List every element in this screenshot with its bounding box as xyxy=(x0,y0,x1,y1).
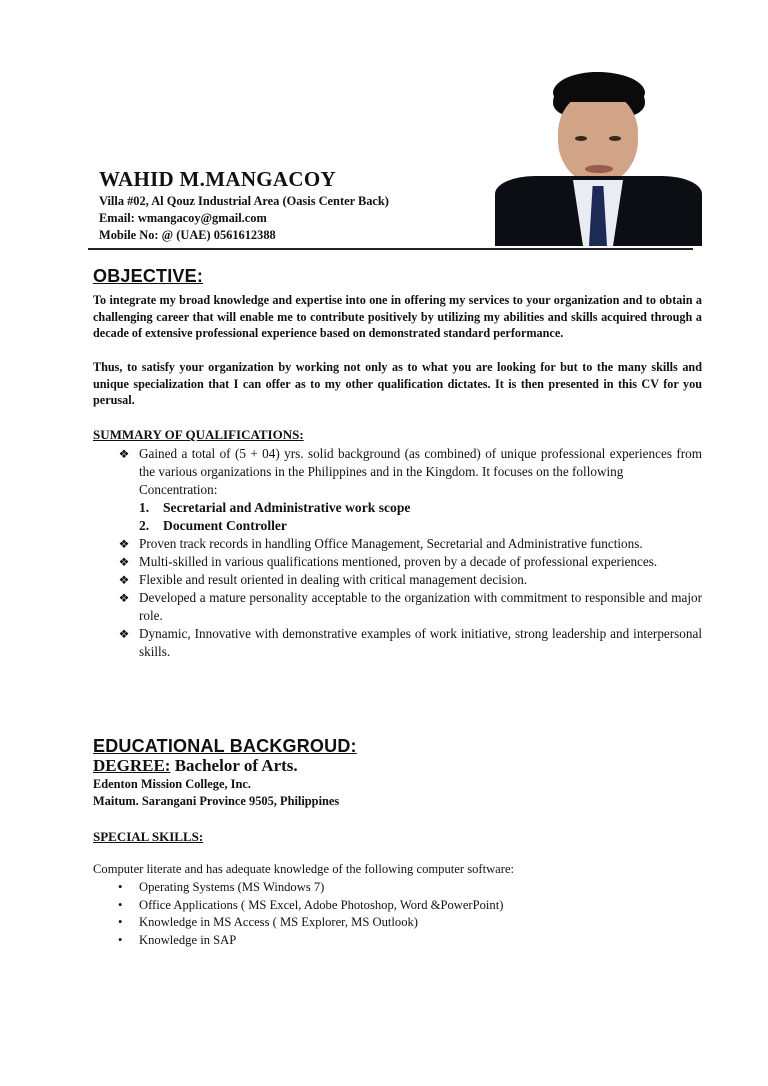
skill-item: • Office Applications ( MS Excel, Adobe Photoshop, Word &PowerPoint) xyxy=(116,897,503,915)
qualification-item: ❖ Gained a total of (5 + 04) yrs. solid background (as combined) of unique professional experiences from the various organizations in the Philippines and in the Kingdom. It focuses on the following xyxy=(116,445,702,481)
qualification-item: ❖ Proven track records in handling Office Management, Secretarial and Administrative functions. xyxy=(116,535,702,553)
objective-paragraph-1: To integrate my broad knowledge and expertise into one in offering my services to your organization and to obtain a challenging career that will enable me to contribute positively by utilizing my abilities and skills acquired through a decade of extensive professional experience based on demonstrated standard performance. xyxy=(93,293,702,341)
diamond-bullet-icon: ❖ xyxy=(118,573,130,587)
degree-label: DEGREE: xyxy=(93,756,171,775)
diamond-bullet-icon: ❖ xyxy=(118,591,130,605)
diamond-bullet-icon: ❖ xyxy=(118,627,130,641)
qualification-item: ❖ Flexible and result oriented in dealing with critical management decision. xyxy=(116,571,702,589)
summary-heading: SUMMARY OF QUALIFICATIONS: xyxy=(93,427,304,442)
email: Email: wmangacoy@gmail.com xyxy=(99,211,267,225)
degree-line xyxy=(93,756,298,776)
photo-eye-right xyxy=(609,136,621,141)
mobile-number: Mobile No: @ (UAE) 0561612388 xyxy=(99,228,276,242)
bullet-icon: • xyxy=(118,932,123,947)
concentration-item: 1. Secretarial and Administrative work scope xyxy=(139,500,411,515)
skill-item: • Knowledge in SAP xyxy=(116,932,503,950)
bullet-icon: • xyxy=(118,897,123,912)
skills-list xyxy=(116,879,503,949)
applicant-name: WAHID M.MANGACOY xyxy=(99,167,336,191)
qualification-item: ❖ Dynamic, Innovative with demonstrative examples of work initiative, strong leadership and interpersonal skills. xyxy=(116,625,702,661)
qualification-item: ❖ Multi-skilled in various qualifications mentioned, proven by a decade of professional experiences. xyxy=(116,553,702,571)
concentration-item: 2. Document Controller xyxy=(139,518,287,533)
qualifications-list xyxy=(116,445,702,661)
address: Villa #02, Al Qouz Industrial Area (Oasis Center Back) xyxy=(99,194,389,208)
school-name: Edenton Mission College, Inc. xyxy=(93,777,251,791)
skills-intro: Computer literate and has adequate knowledge of the following computer software: xyxy=(93,862,515,876)
concentration-label: Concentration: xyxy=(139,482,218,497)
diamond-bullet-icon: ❖ xyxy=(118,537,130,551)
diamond-bullet-icon: ❖ xyxy=(118,447,130,461)
education-heading: EDUCATIONAL BACKGROUD: xyxy=(93,736,357,756)
bullet-icon: • xyxy=(118,880,123,894)
photo-hair-top xyxy=(553,72,645,102)
skill-item: • Knowledge in MS Access ( MS Explorer, MS Outlook) xyxy=(116,914,503,932)
objective-paragraph-2: Thus, to satisfy your organization by working not only as to what you are looking for but to the many skills and unique specialization that I can offer as to my other qualification dictates. It is then presented in this CV for you perusal. xyxy=(93,360,702,408)
degree-value: Bachelor of Arts. xyxy=(170,756,298,775)
qualification-item: ❖ Developed a mature personality acceptable to the organization with commitment to responsible and major role. xyxy=(116,589,702,625)
school-location: Maitum. Sarangani Province 9505, Philippines xyxy=(93,794,340,808)
photo-mouth xyxy=(585,165,613,173)
portrait-photo xyxy=(495,60,702,246)
header-divider xyxy=(88,248,693,250)
skill-item: • Operating Systems (MS Windows 7) xyxy=(116,879,503,897)
bullet-icon: • xyxy=(118,915,123,929)
objective-heading: OBJECTIVE: xyxy=(93,266,204,286)
diamond-bullet-icon: ❖ xyxy=(118,555,130,569)
skills-heading: SPECIAL SKILLS: xyxy=(93,829,204,844)
photo-eye-left xyxy=(575,136,587,141)
